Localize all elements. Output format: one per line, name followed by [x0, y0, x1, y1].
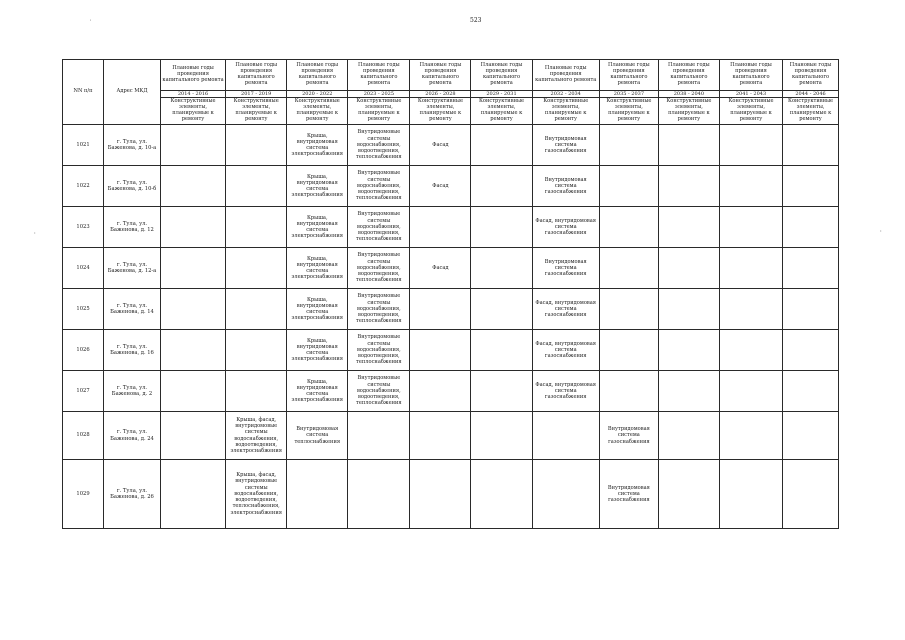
repair-elements-cell — [226, 248, 287, 289]
repair-elements-cell — [719, 207, 782, 248]
repair-elements-cell: Внутридомовые системы водоснабжения, водоотведения, теплоснабжения — [348, 248, 410, 289]
repair-elements-cell — [599, 125, 658, 166]
repair-elements-cell — [410, 289, 471, 330]
header-years: 2017 - 2019 — [226, 91, 287, 98]
header-years: 2035 - 2037 — [599, 91, 658, 98]
row-number: 1024 — [63, 248, 104, 289]
table-row — [63, 248, 839, 289]
table-row — [63, 460, 839, 529]
repair-elements-cell — [719, 289, 782, 330]
header-elements: Конструктивные элементы, планируемые к ремонту — [226, 98, 287, 125]
header-elements: Конструктивные элементы, планируемые к ремонту — [160, 98, 225, 125]
repair-elements-cell — [348, 412, 410, 460]
repair-elements-cell — [471, 166, 532, 207]
capital-repair-table — [62, 59, 839, 529]
repair-elements-cell — [658, 289, 719, 330]
row-address: г. Тула, ул. Баженова, д. 16 — [104, 330, 161, 371]
scan-speck: ' — [90, 19, 92, 25]
repair-elements-cell — [226, 166, 287, 207]
repair-elements-cell — [783, 125, 839, 166]
header-elements: Конструктивные элементы, планируемые к ремонту — [783, 98, 839, 125]
row-number: 1028 — [63, 412, 104, 460]
scan-speck: : — [34, 230, 36, 236]
table-row — [63, 166, 839, 207]
header-elements: Конструктивные элементы, планируемые к ремонту — [471, 98, 532, 125]
row-number: 1025 — [63, 289, 104, 330]
repair-elements-cell — [160, 166, 225, 207]
repair-elements-cell — [471, 330, 532, 371]
table-row — [63, 207, 839, 248]
header-years: 2032 - 2034 — [532, 91, 599, 98]
repair-elements-cell — [658, 412, 719, 460]
header-years: 2044 - 2046 — [783, 91, 839, 98]
repair-elements-cell: Фасад — [410, 248, 471, 289]
repair-elements-cell: Внутридомовые системы водоснабжения, водоотведения, теплоснабжения — [348, 289, 410, 330]
repair-elements-cell: Крыша, фасад, внутридомовые системы водоснабжения, водоотведения, теплоснабжения, электроснабжения — [226, 460, 287, 529]
header-period-label: Плановые годы проведения капитального ремонта — [532, 60, 599, 91]
header-elements: Конструктивные элементы, планируемые к ремонту — [287, 98, 348, 125]
repair-elements-cell — [658, 330, 719, 371]
row-address: г. Тула, ул. Баженова, д. 26 — [104, 460, 161, 529]
repair-elements-cell — [599, 248, 658, 289]
repair-elements-cell — [410, 412, 471, 460]
row-address: г. Тула, ул. Баженова, д. 12-а — [104, 248, 161, 289]
row-number: 1026 — [63, 330, 104, 371]
repair-elements-cell: Крыша, внутридомовая система электроснабжения — [287, 125, 348, 166]
repair-elements-cell — [160, 207, 225, 248]
repair-elements-cell — [410, 207, 471, 248]
header-elements: Конструктивные элементы, планируемые к ремонту — [532, 98, 599, 125]
repair-elements-cell — [719, 460, 782, 529]
repair-elements-cell — [719, 330, 782, 371]
repair-elements-cell: Крыша, внутридомовая система электроснабжения — [287, 371, 348, 412]
header-years: 2026 - 2028 — [410, 91, 471, 98]
row-number: 1029 — [63, 460, 104, 529]
repair-elements-cell — [226, 371, 287, 412]
header-row-elements — [63, 98, 839, 125]
repair-elements-cell: Внутридомовые системы водоснабжения, водоотведения, теплоснабжения — [348, 371, 410, 412]
header-years: 2029 - 2031 — [471, 91, 532, 98]
repair-elements-cell: Крыша, фасад, внутридомовые системы водоснабжения, водоотведения, электроснабжения — [226, 412, 287, 460]
repair-elements-cell: Внутридомовая система газоснабжения — [532, 166, 599, 207]
repair-elements-cell — [783, 207, 839, 248]
repair-elements-cell — [226, 330, 287, 371]
row-address: г. Тула, ул. Баженова, д. 24 — [104, 412, 161, 460]
header-row-years — [63, 91, 839, 98]
header-years: 2023 - 2025 — [348, 91, 410, 98]
row-number: 1023 — [63, 207, 104, 248]
header-years: 2038 - 2040 — [658, 91, 719, 98]
header-period-label: Плановые годы проведения капитального ремонта — [226, 60, 287, 91]
row-address: г. Тула, ул. Баженова, д. 10-б — [104, 166, 161, 207]
scan-speck: : — [880, 228, 882, 234]
header-address: Адрес МКД — [104, 60, 161, 125]
repair-elements-cell — [160, 125, 225, 166]
table-row — [63, 412, 839, 460]
repair-elements-cell — [658, 248, 719, 289]
repair-elements-cell — [783, 248, 839, 289]
header-years: 2041 - 2043 — [719, 91, 782, 98]
row-address: г. Тула, ул. Баженова, д. 14 — [104, 289, 161, 330]
header-elements: Конструктивные элементы, планируемые к ремонту — [348, 98, 410, 125]
table-body — [63, 125, 839, 529]
header-period-label: Плановые годы проведения капитального ремонта — [410, 60, 471, 91]
repair-elements-cell — [599, 289, 658, 330]
repair-elements-cell — [658, 460, 719, 529]
table-row — [63, 371, 839, 412]
repair-elements-cell — [160, 371, 225, 412]
repair-elements-cell — [599, 207, 658, 248]
row-address: г. Тула, ул. Баженова, д. 12 — [104, 207, 161, 248]
header-period-label: Плановые годы проведения капитального ремонта — [719, 60, 782, 91]
repair-elements-cell — [160, 289, 225, 330]
header-period-label: Плановые годы проведения капитального ремонта — [783, 60, 839, 91]
table-row — [63, 330, 839, 371]
repair-elements-cell — [471, 125, 532, 166]
repair-elements-cell — [532, 412, 599, 460]
header-elements: Конструктивные элементы, планируемые к ремонту — [599, 98, 658, 125]
repair-elements-cell — [348, 460, 410, 529]
repair-elements-cell — [160, 412, 225, 460]
header-row-periods — [63, 60, 839, 91]
header-period-label: Плановые годы проведения капитального ремонта — [348, 60, 410, 91]
repair-elements-cell — [719, 125, 782, 166]
repair-elements-cell — [410, 371, 471, 412]
header-years: 2014 - 2016 — [160, 91, 225, 98]
repair-elements-cell — [719, 166, 782, 207]
repair-elements-cell: Фасад, внутридомовая система газоснабжения — [532, 207, 599, 248]
header-period-label: Плановые годы проведения капитального ремонта — [471, 60, 532, 91]
repair-elements-cell — [783, 289, 839, 330]
repair-elements-cell — [471, 412, 532, 460]
repair-elements-cell: Крыша, внутридомовая система электроснабжения — [287, 330, 348, 371]
repair-elements-cell — [783, 412, 839, 460]
repair-elements-cell — [783, 460, 839, 529]
row-address: г. Тула, ул. Баженова, д. 2 — [104, 371, 161, 412]
header-period-label: Плановые годы проведения капитального ремонта — [160, 60, 225, 91]
header-number: NN п/п — [63, 60, 104, 125]
repair-elements-cell: Фасад, внутридомовая система газоснабжения — [532, 330, 599, 371]
repair-elements-cell — [160, 330, 225, 371]
repair-elements-cell — [410, 460, 471, 529]
row-number: 1021 — [63, 125, 104, 166]
repair-elements-cell: Крыша, внутридомовая система электроснабжения — [287, 207, 348, 248]
header-elements: Конструктивные элементы, планируемые к ремонту — [719, 98, 782, 125]
repair-elements-cell — [599, 330, 658, 371]
repair-elements-cell — [226, 125, 287, 166]
repair-elements-cell — [160, 248, 225, 289]
repair-elements-cell — [783, 166, 839, 207]
repair-elements-cell — [410, 330, 471, 371]
table-row — [63, 125, 839, 166]
repair-elements-cell: Крыша, внутридомовая система электроснабжения — [287, 289, 348, 330]
repair-elements-cell: Крыша, внутридомовая система электроснабжения — [287, 248, 348, 289]
header-period-label: Плановые годы проведения капитального ремонта — [658, 60, 719, 91]
header-elements: Конструктивные элементы, планируемые к ремонту — [410, 98, 471, 125]
repair-elements-cell: Внутридомовая система газоснабжения — [599, 412, 658, 460]
repair-elements-cell — [783, 330, 839, 371]
page-number: 523 — [470, 17, 482, 24]
repair-elements-cell: Крыша, внутридомовая система электроснабжения — [287, 166, 348, 207]
repair-elements-cell: Фасад — [410, 125, 471, 166]
repair-elements-cell — [783, 371, 839, 412]
repair-elements-cell — [226, 207, 287, 248]
table-row — [63, 289, 839, 330]
repair-elements-cell — [719, 248, 782, 289]
repair-elements-cell: Фасад — [410, 166, 471, 207]
header-period-label: Плановые годы проведения капитального ремонта — [287, 60, 348, 91]
row-number: 1022 — [63, 166, 104, 207]
repair-elements-cell: Внутридомовые системы водоснабжения, водоотведения, теплоснабжения — [348, 166, 410, 207]
repair-elements-cell — [599, 166, 658, 207]
repair-elements-cell — [471, 289, 532, 330]
repair-elements-cell — [471, 371, 532, 412]
header-elements: Конструктивные элементы, планируемые к ремонту — [658, 98, 719, 125]
repair-elements-cell: Внутридомовые системы водоснабжения, водоотведения, теплоснабжения — [348, 330, 410, 371]
repair-elements-cell — [658, 371, 719, 412]
repair-elements-cell — [160, 460, 225, 529]
repair-elements-cell — [471, 460, 532, 529]
repair-elements-cell — [719, 412, 782, 460]
repair-elements-cell: Фасад, внутридомовая система газоснабжения — [532, 289, 599, 330]
header-years: 2020 - 2022 — [287, 91, 348, 98]
row-number: 1027 — [63, 371, 104, 412]
repair-elements-cell — [719, 371, 782, 412]
repair-elements-cell — [658, 166, 719, 207]
repair-elements-cell: Фасад, внутридомовая система газоснабжения — [532, 371, 599, 412]
repair-elements-cell — [658, 207, 719, 248]
repair-elements-cell — [471, 207, 532, 248]
repair-elements-cell — [471, 248, 532, 289]
row-address: г. Тула, ул. Баженова, д. 10-а — [104, 125, 161, 166]
repair-elements-cell — [599, 371, 658, 412]
repair-elements-cell — [226, 289, 287, 330]
repair-elements-cell — [658, 125, 719, 166]
repair-elements-cell — [287, 460, 348, 529]
repair-elements-cell: Внутридомовая система теплоснабжения — [287, 412, 348, 460]
header-period-label: Плановые годы проведения капитального ремонта — [599, 60, 658, 91]
repair-elements-cell: Внутридомовая система газоснабжения — [532, 125, 599, 166]
repair-elements-cell: Внутридомовые системы водоснабжения, водоотведения, теплоснабжения — [348, 125, 410, 166]
repair-elements-cell: Внутридомовая система газоснабжения — [532, 248, 599, 289]
repair-elements-cell — [532, 460, 599, 529]
repair-elements-cell: Внутридомовые системы водоснабжения, водоотведения, теплоснабжения — [348, 207, 410, 248]
repair-elements-cell: Внутридомовая система газоснабжения — [599, 460, 658, 529]
